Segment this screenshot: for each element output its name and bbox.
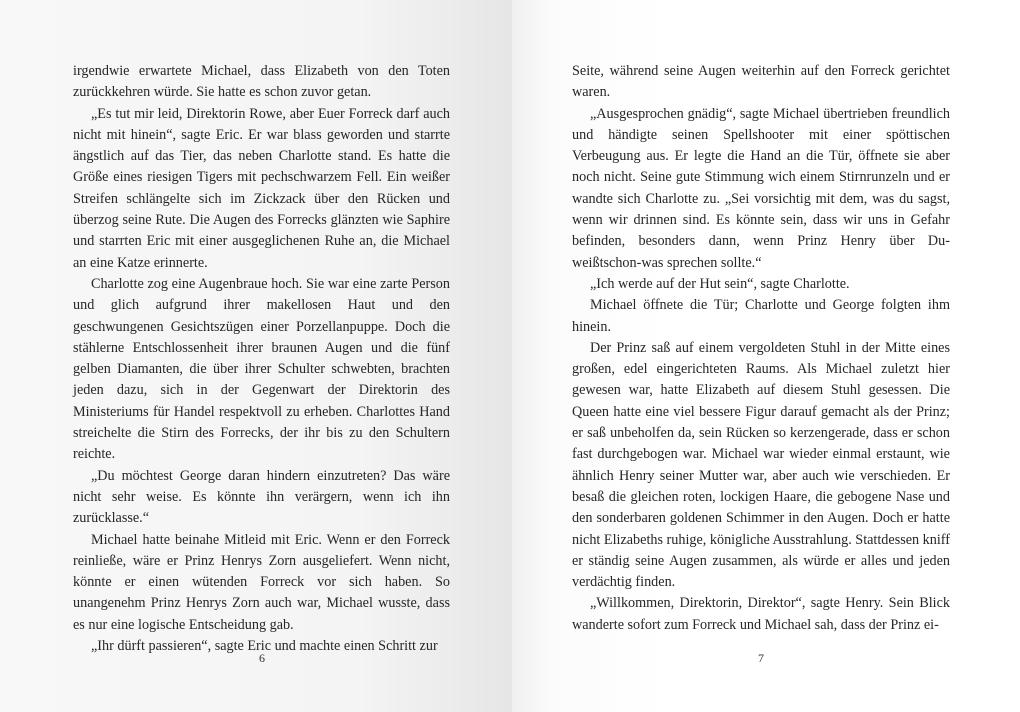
paragraph: „Ihr dürft passieren“, sagte Eric und machte einen Schritt zur bbox=[91, 638, 438, 655]
paragraph: „Du möchtest George daran hindern einzutreten? Das wäre nicht sehr weise. Es könnte ihn verärgern, wenn ich ihn zurücklasse.“ bbox=[73, 467, 450, 527]
paragraph: Charlotte zog eine Augenbraue hoch. Sie war eine zarte Person und glich aufgrund ihrer makellosen Haut und den geschwungenen Gesichtszügen einer Porzellanpuppe. Doch die stählerne Entschlossenheit ihrer braunen Augen und die fünf gelben Diamanten, die über ihrer Schulter schwebten, brachten jeden dazu, sich in der Gegenwart der Direktorin des Ministeriums für Handel respektvoll zu erheben. Charlottes Hand streichelte die Stirn des Forrecks, der ihr bis zu den Schultern reichte. bbox=[73, 275, 450, 463]
paragraph: „Ich werde auf der Hut sein“, sagte Charlotte. bbox=[590, 275, 850, 292]
paragraph: Der Prinz saß auf einem vergoldeten Stuhl in der Mitte eines großen, edel eingerichteten Raums. Als Michael zuletzt hier gewesen war, hatte Elizabeth auf diesem Stuhl gesessen. Die Queen hatte eine viel bessere Figur darauf gemacht als der Prinz; er saß unbeholfen da, sein Rücken so kerzengerade, dass er schon fast durchgebogen war. Michael war wieder einmal erstaunt, wie ähnlich Henry seiner Mutter war, aber auch wie verschieden. Er besaß die gleichen roten, lockigen Haare, die gebogene Nase und den sonderbaren goldenen Schimmer in den Augen. Doch er hatte nicht Elizabeths ruhige, königliche Ausstrahlung. Stattdessen kniff er ständig seine Augen zusammen, als würde er alles und jeden verdächtig finden. bbox=[572, 339, 951, 591]
paragraph: Michael hatte beinahe Mitleid mit Eric. Wenn er den Forreck reinließe, wäre er Prinz Henrys Zorn ausgeliefert. Wenn nicht, könnte er einen wütenden Forreck vor sich haben. So unangenehm Prinz Henrys Zorn auch war, Michael wusste, dass es nur eine logische Entscheidung gab. bbox=[73, 531, 450, 633]
right-page bbox=[512, 0, 1020, 712]
page-number: 6 bbox=[259, 651, 265, 665]
left-page-text bbox=[73, 61, 450, 657]
right-page-text bbox=[572, 61, 950, 636]
paragraph: Michael öffnete die Tür; Charlotte und George folgten ihm hinein. bbox=[572, 297, 950, 335]
paragraph: irgendwie erwartete Michael, dass Elizabeth von den Toten zurückkehren würde. Sie hatte es schon zuvor getan. bbox=[73, 63, 450, 101]
paragraph: „Willkommen, Direktorin, Direktor“, sagte Henry. Sein Blick wanderte sofort zum Forreck und Michael sah, dass der Prinz ei- bbox=[572, 595, 950, 633]
page-number: 7 bbox=[758, 651, 764, 665]
paragraph: „Ausgesprochen gnädig“, sagte Michael übertrieben freundlich und händigte seinen Spellshooter mit einer spöttischen Verbeugung aus. Er legte die Hand an die Tür, öffnete sie aber noch nicht. Seine gute Stimmung wich einem Stirnrunzeln und er wandte sich Charlotte zu. „Sei vorsichtig mit dem, was du sagst, wenn wir drinnen sind. Es könnte sein, dass wir uns in Gefahr befinden, besonders dann, wenn Prinz Henry über Du-weißtschon-was sprechen sollte.“ bbox=[572, 105, 950, 271]
paragraph: Seite, während seine Augen weiterhin auf den Forreck gerichtet waren. bbox=[572, 63, 950, 101]
paragraph: „Es tut mir leid, Direktorin Rowe, aber Euer Forreck darf auch nicht mit hinein“, sagte Eric. Er war blass geworden und starrte ängstlich auf das Tier, das neben Charlotte stand. Es hatte die Größe eines riesigen Tigers mit pechschwarzem Fell. Ein weißer Streifen schlängelte sich im Zickzack über den Rücken und überzog seine Rute. Die Augen des Forrecks glänzten wie Saphire und starrten Eric mit einer ausgeglichenen Ruhe an, die Michael an eine Katze erinnerte. bbox=[73, 105, 450, 271]
